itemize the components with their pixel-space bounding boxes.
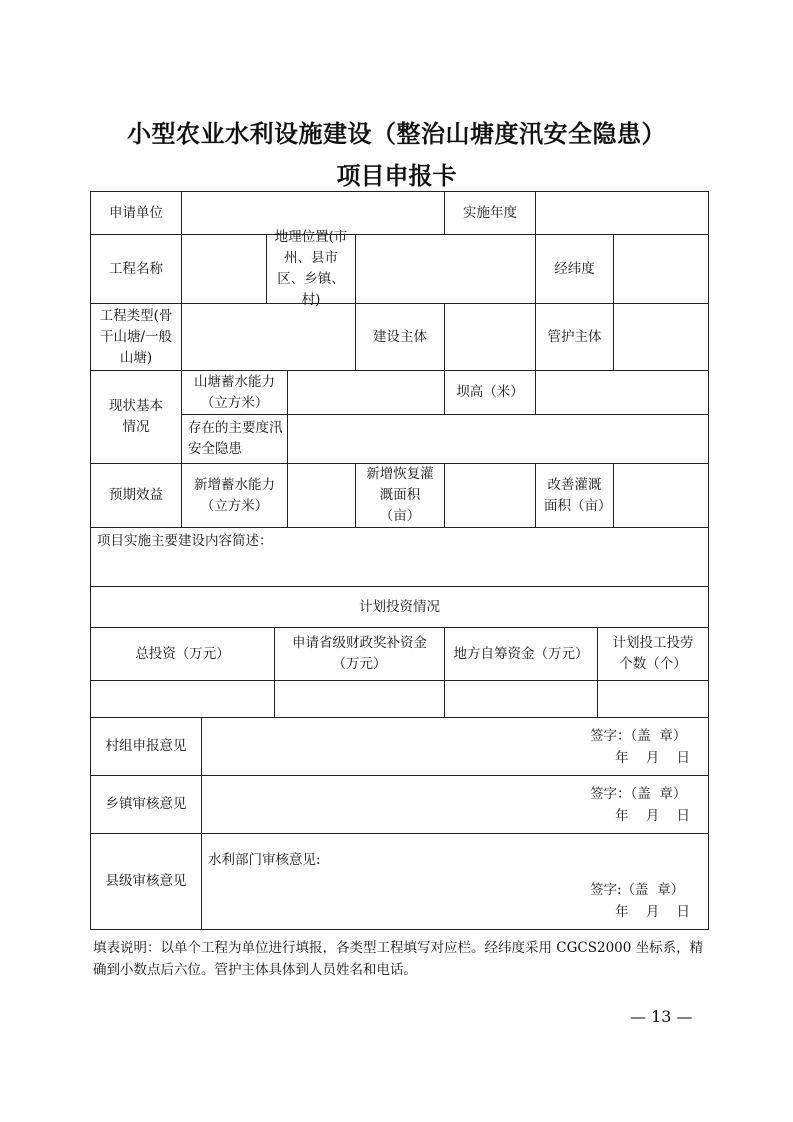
content-summary-label: 项目实施主要建设内容简述： (97, 533, 273, 549)
water-dept-opinion-label: 水利部门审核意见: (208, 852, 321, 868)
village-opinion-field[interactable] (201, 717, 709, 776)
new-irrigation-label: 新增恢复灌溉面积（亩） (355, 463, 445, 528)
local-funds-field[interactable] (444, 680, 598, 718)
new-capacity-field[interactable] (287, 463, 356, 528)
village-opinion-label: 村组申报意见 (90, 717, 202, 776)
local-funds-label: 地方自筹资金（万元） (444, 627, 598, 681)
hazards-label: 存在的主要度汛安全隐患 (181, 414, 288, 464)
total-investment-field[interactable] (90, 680, 275, 718)
builder-field[interactable] (444, 303, 536, 371)
manager-label: 管护主体 (535, 303, 614, 371)
project-name-field[interactable] (181, 234, 267, 304)
coordinates-field[interactable] (613, 234, 709, 304)
form-subtitle: 项目申报卡 (336, 162, 457, 190)
labor-days-label: 计划投工投劳个数（个） (597, 627, 709, 681)
benefit-label: 预期效益 (90, 463, 182, 528)
provincial-subsidy-field[interactable] (274, 680, 445, 718)
signature-line: 签字：（盖 章） (590, 786, 687, 802)
content-summary[interactable] (90, 527, 709, 587)
county-opinion-label: 县级审核意见 (90, 833, 202, 930)
labor-days-field[interactable] (597, 680, 709, 718)
status-label: 现状基本情况 (90, 370, 182, 464)
town-opinion-field[interactable] (201, 775, 709, 834)
form-instructions: 填表说明：以单个工程为单位进行填报，各类型工程填写对应栏。经纬度采用 CGCS2000 坐标系，精确到小数点后六位。管护主体具体到人员姓名和电话。 (93, 940, 704, 978)
location-label: 地理位置(市州、县市区、乡镇、村) (266, 234, 356, 304)
date-line: 年 月 日 (615, 750, 690, 766)
village-signature-block (590, 725, 700, 769)
town-signature-block (590, 783, 700, 827)
date-line: 年 月 日 (615, 808, 690, 824)
new-irrigation-field[interactable] (444, 463, 536, 528)
coordinates-label: 经纬度 (535, 234, 614, 304)
dam-height-label: 坝高（米） (444, 370, 536, 415)
applicant-label: 申请单位 (90, 191, 182, 235)
form-title: 小型农业水利设施建设（整治山塘度汛安全隐患） (127, 120, 666, 148)
date-line: 年 月 日 (615, 904, 690, 920)
capacity-field[interactable] (287, 370, 445, 415)
new-capacity-label: 新增蓄水能力（立方米） (181, 463, 288, 528)
manager-field[interactable] (613, 303, 709, 371)
improved-irrigation-field[interactable] (613, 463, 709, 528)
improved-irrigation-label: 改善灌溉面积（亩） (535, 463, 614, 528)
total-investment-label: 总投资（万元） (90, 627, 275, 681)
capacity-label: 山塘蓄水能力（立方米） (181, 370, 288, 415)
signature-line: 签字：（盖 章） (590, 728, 687, 744)
signature-line: 签字:（盖 章） (590, 882, 685, 898)
page-number: — 13 — (630, 1007, 693, 1026)
investment-plan-header: 计划投资情况 (90, 586, 709, 628)
town-opinion-label: 乡镇审核意见 (90, 775, 202, 834)
project-name-label: 工程名称 (90, 234, 182, 304)
dam-height-field[interactable] (535, 370, 709, 415)
project-type-field[interactable] (181, 303, 356, 371)
year-field[interactable] (535, 191, 709, 235)
provincial-subsidy-label: 申请省级财政奖补资金（万元） (274, 627, 445, 681)
project-type-label: 工程类型(骨干山塘/一般山塘) (90, 303, 182, 371)
county-opinion-field[interactable] (201, 833, 709, 930)
year-label: 实施年度 (444, 191, 536, 235)
hazards-field[interactable] (287, 414, 709, 464)
builder-label: 建设主体 (355, 303, 445, 371)
county-signature-block (590, 879, 700, 923)
location-field[interactable] (355, 234, 536, 304)
